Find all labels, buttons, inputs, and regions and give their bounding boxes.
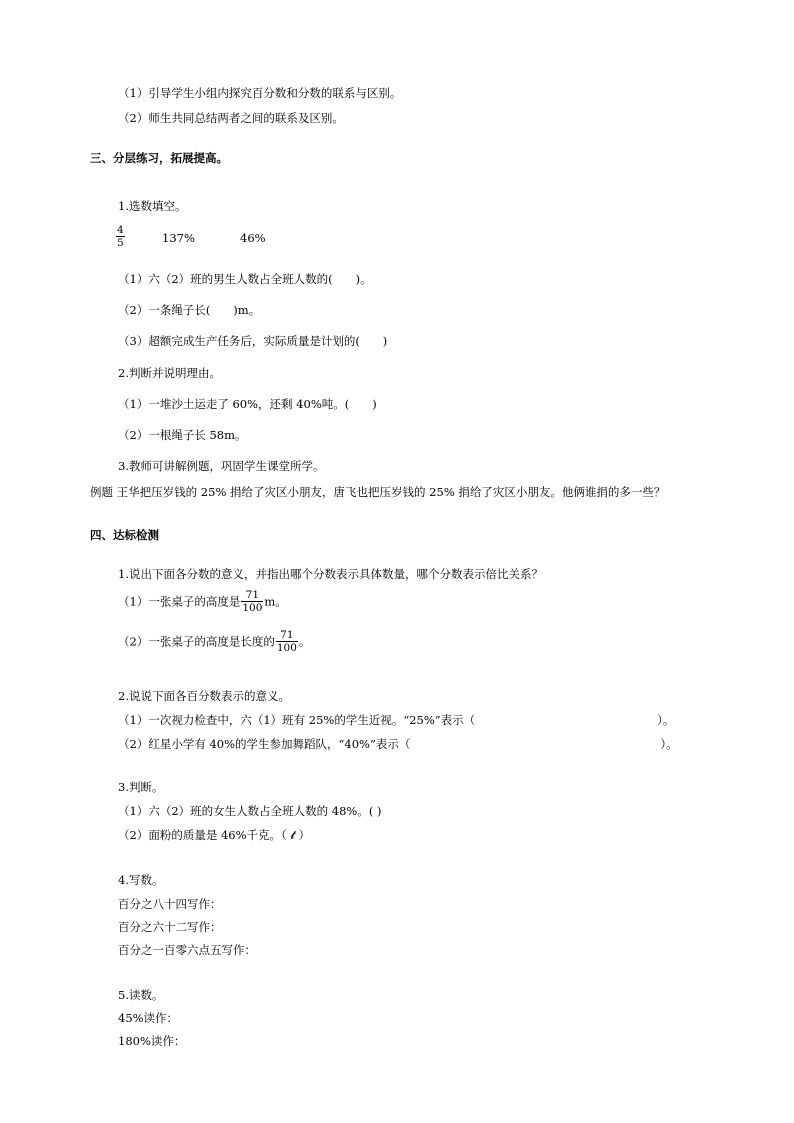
- s4-q5-2: 180%读作：: [118, 1034, 186, 1048]
- option-46: 46%: [240, 231, 266, 245]
- fraction-4-5: $\frac{4}{5}$: [117, 224, 124, 249]
- s4-q3: 3.判断。: [118, 780, 164, 794]
- s3-q1-2: （2）一条绳子长( )m。: [118, 303, 261, 317]
- s3-q1-3: （3）超额完成生产任务后，实际质量是计划的( ): [118, 334, 388, 348]
- s3-q2-1: （1）一堆沙土运走了 60%，还剩 40%吨。( ): [118, 397, 377, 411]
- section-3-title: 三、分层练习，拓展提高。: [90, 151, 228, 165]
- fraction-71-100: $\frac{71}{100}$: [242, 589, 263, 614]
- s3-q2: 2.判断并说明理由。: [118, 366, 221, 380]
- s4-q4-3: 百分之一百零六点五写作：: [118, 943, 256, 957]
- fraction-71-100: $\frac{71}{100}$: [276, 629, 297, 654]
- s4-q1: 1.说出下面各分数的意义，并指出哪个分数表示具体数量，哪个分数表示倍比关系？: [118, 567, 543, 581]
- s4-q2-2: （2）红星小学有 40%的学生参加舞蹈队，“40%”表示（ ）。: [118, 737, 678, 751]
- s4-q4: 4.写数。: [118, 873, 164, 887]
- s4-q2: 2.说说下面各百分数表示的意义。: [118, 689, 290, 703]
- s4-q4-1: 百分之八十四写作：: [118, 897, 222, 911]
- s2-line-1: （1）引导学生小组内探究百分数和分数的联系与区别。: [118, 86, 402, 100]
- s3-example: 例题 王华把压岁钱的 25% 捐给了灾区小朋友，唐飞也把压岁钱的 25% 捐给了灾区小朋友。他俩谁捐的多一些？: [90, 485, 666, 499]
- s4-q1-2: （2）一张桌子的高度是长度的 $\frac{71}{100}$ 。: [118, 629, 311, 654]
- s3-q3: 3.教师可讲解例题，巩固学生课堂所学。: [118, 459, 325, 473]
- section-4-title: 四、达标检测: [90, 528, 159, 542]
- s4-q5: 5.读数。: [118, 988, 164, 1002]
- s4-q4-2: 百分之六十二写作：: [118, 920, 222, 934]
- s4-q1-1: （1）一张桌子的高度是 $\frac{71}{100}$ m。: [118, 589, 287, 614]
- s3-q1: 1.选数填空。: [118, 199, 187, 213]
- s3-q2-2: （2）一根绳子长 58m。: [118, 428, 247, 442]
- s4-q3-1: （1）六（2）班的女生人数占全班人数的 48%。( ): [118, 804, 382, 818]
- s4-q2-1: （1）一次视力检查中，六（1）班有 25%的学生近视。“25%”表示（ ）。: [118, 713, 675, 727]
- option-137: 137%: [162, 231, 195, 245]
- s4-q5-1: 45%读作：: [118, 1011, 179, 1025]
- s3-q1-1: （1）六（2）班的男生人数占全班人数的( )。: [118, 272, 372, 286]
- s3-q1-options: [115, 224, 126, 249]
- s2-line-2: （2）师生共同总结两者之间的联系及区别。: [118, 111, 344, 125]
- s4-q3-2: （2）面粉的质量是 46%千克。（ 𝓽 ）: [118, 828, 310, 842]
